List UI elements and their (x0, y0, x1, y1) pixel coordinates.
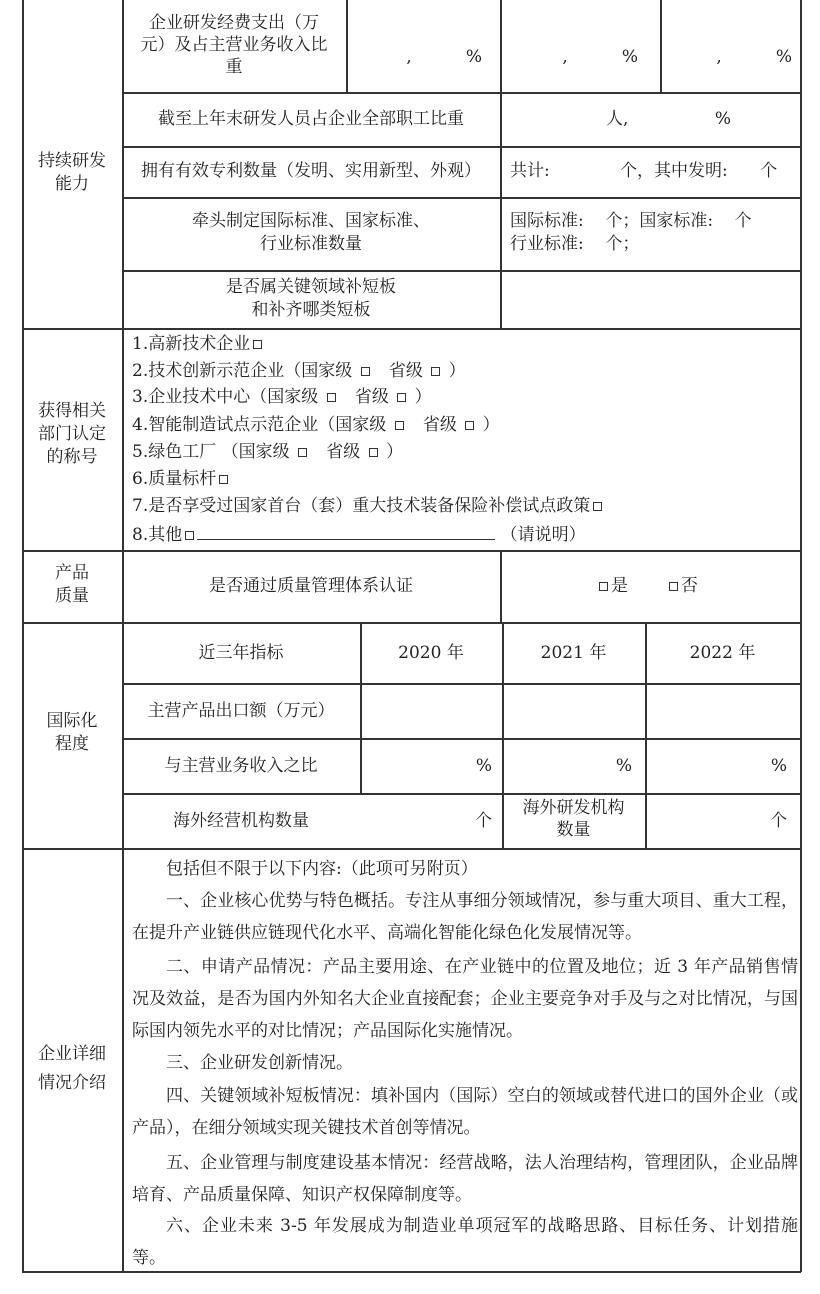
rd-patent-label: 拥有有效专利数量（发明、实用新型、外观） (141, 161, 481, 181)
checkbox-innovation-national[interactable] (361, 367, 370, 376)
col-line (500, 0, 502, 328)
row-line (122, 146, 800, 148)
title-item-8 (132, 523, 586, 547)
other-input[interactable] (197, 523, 495, 540)
table-border-right (800, 0, 802, 1272)
section-line (22, 328, 800, 330)
title-item-2 (132, 360, 466, 383)
rd-expense-cell-1[interactable]: , % (406, 47, 482, 67)
section-line (22, 550, 800, 552)
checkbox-green-factory-national[interactable] (298, 448, 307, 457)
rd-standard-label: 牵头制定国际标准、国家标准、 行业标准数量 (192, 211, 430, 254)
rd-standard-value[interactable]: 国际标准: 个；国家标准: 个 行业标准: 个； (510, 211, 752, 254)
detail-item-2: 二、申请产品情况：产品主要用途、在产业链中的位置及地位；近 3 年产品销售情况及效益，是否为国内外知名大企业直接配套；企业主要竞争对手及与之对比情况，与国际国内领先水平的对比情况；产品国际化实施情况。 (132, 957, 798, 1041)
intl-export-label: 主营产品出口额（万元） (147, 701, 335, 721)
col-line (660, 0, 662, 92)
row-line (122, 738, 800, 740)
quality-yes-label: 是 (611, 576, 628, 596)
checkbox-quality-no[interactable] (669, 582, 678, 591)
checkbox-tech-center-provincial[interactable] (397, 393, 406, 402)
intl-overseas-ops-value[interactable]: 个 (475, 811, 492, 831)
title-text: 1.高新技术企业 (132, 334, 251, 354)
rd-staff-value[interactable]: 人, % (606, 109, 732, 129)
rd-key-field-label: 是否属关键领域补短板 和补齐哪类短板 (226, 277, 396, 320)
intl-header-2021: 2021 年 (540, 643, 607, 663)
checkbox-tech-center-national[interactable] (327, 393, 336, 402)
checkbox-innovation-provincial[interactable] (431, 367, 440, 376)
intl-overseas-ops-label: 海外经营机构数量 (173, 811, 309, 831)
title-item-4 (132, 414, 500, 437)
row-line (122, 793, 800, 795)
section-label-rd: 持续研发 能力 (38, 151, 106, 194)
detail-item-6: 六、企业未来 3-5 年发展成为制造业单项冠军的战略思路、目标任务、计划措施等。 (132, 1216, 798, 1268)
title-text: 8.其他 (132, 525, 183, 545)
rd-expense-cell-2[interactable]: , % (562, 47, 638, 67)
title-item-6 (132, 468, 231, 491)
intl-ratio-2022[interactable]: % (770, 756, 787, 776)
intl-header-2022: 2022 年 (689, 643, 756, 663)
section-divider (122, 0, 124, 1272)
title-text: 4.智能制造试点示范企业（国家级 (132, 415, 387, 435)
rd-staff-label: 截至上年末研发人员占企业全部职工比重 (158, 109, 464, 129)
detail-item-3: 三、企业研发创新情况。 (166, 1053, 353, 1073)
intl-export-2022[interactable] (649, 687, 796, 735)
checkbox-high-tech[interactable] (253, 340, 262, 349)
checkbox-quality-benchmark[interactable] (219, 475, 228, 484)
checkbox-first-set-insurance[interactable] (593, 502, 602, 511)
intl-overseas-rd-label: 海外研发机构 数量 (522, 798, 625, 840)
section-label-quality: 产品 质量 (55, 563, 89, 606)
intl-export-2021[interactable] (506, 687, 641, 735)
checkbox-smart-mfg-provincial[interactable] (465, 421, 474, 430)
close-paren: ） (386, 442, 404, 462)
rd-patent-value[interactable]: 共计: 个，其中发明: 个 (510, 161, 778, 181)
section-line (22, 848, 800, 850)
intl-overseas-rd-value[interactable]: 个 (770, 811, 787, 831)
detail-item-5: 五、企业管理与制度建设基本情况：经营战略，法人治理结构，管理团队，企业品牌培育、产品质量保障、知识产权保障制度等。 (132, 1153, 798, 1205)
title-text: 2.技术创新示范企业（国家级 (132, 361, 353, 381)
title-text: 5.绿色工厂 （国家级 (132, 442, 290, 462)
intl-ratio-2021[interactable]: % (615, 756, 632, 776)
title-text: 省级 (388, 361, 423, 381)
title-text: 6.质量标杆 (132, 469, 217, 489)
row-line (122, 92, 800, 94)
row-line (122, 683, 800, 685)
detail-intro: 包括但不限于以下内容:（此项可另附页） (166, 859, 478, 879)
title-text: 7.是否享受过国家首台（套）重大技术装备保险补偿试点政策 (132, 496, 591, 516)
quality-no-label: 否 (680, 576, 698, 596)
section-label-detail: 企业详细 情况介绍 (38, 1044, 106, 1093)
title-item-3 (132, 386, 432, 409)
row-line (122, 197, 800, 199)
detail-item-4: 四、关键领域补短板情况：填补国内（国际）空白的领域或替代进口的国外企业（或产品），在细分领域实现关键技术首创等情况。 (132, 1086, 798, 1138)
title-text: 省级 (422, 415, 457, 435)
intl-ratio-2020[interactable]: % (475, 756, 492, 776)
detail-item-1: 一、企业核心优势与特色概括。专注从事细分领域情况，参与重大项目、重大工程，在提升产业链供应链现代化水平、高端化智能化绿色化发展情况等。 (132, 891, 798, 943)
checkbox-other[interactable] (185, 531, 194, 540)
quality-options (596, 575, 698, 598)
rd-expense-cell-3[interactable]: , % (716, 47, 792, 67)
title-item-5 (132, 441, 403, 464)
rd-expense-label: 企业研发经费支出（万 元）及占主营业务收入比 重 (140, 13, 328, 77)
checkbox-green-factory-provincial[interactable] (369, 448, 378, 457)
intl-ratio-label: 与主营业务收入之比 (164, 756, 318, 776)
title-text: 省级 (326, 442, 361, 462)
checkbox-quality-yes[interactable] (599, 582, 608, 591)
section-line (22, 622, 800, 624)
intl-header-indicator: 近三年指标 (198, 643, 284, 663)
col-line (346, 0, 348, 92)
rd-key-field-input[interactable] (504, 274, 796, 326)
close-paren: ） (414, 387, 432, 407)
title-item-7 (132, 495, 605, 518)
checkbox-smart-mfg-national[interactable] (395, 421, 404, 430)
close-paren: ） (448, 361, 466, 381)
intl-export-2020[interactable] (364, 687, 498, 735)
section-label-titles: 获得相关 部门认定 的称号 (38, 401, 106, 467)
close-paren: ） (482, 415, 500, 435)
intl-header-2020: 2020 年 (398, 643, 464, 663)
row-line (122, 270, 800, 272)
title-text: 3.企业技术中心（国家级 (132, 387, 319, 407)
title-item-1 (132, 333, 265, 356)
quality-label: 是否通过质量管理体系认证 (209, 576, 413, 596)
title-text: （请说明） (500, 525, 586, 545)
title-text: 省级 (354, 387, 389, 407)
col-line (500, 550, 502, 622)
section-label-intl: 国际化 程度 (46, 711, 98, 754)
